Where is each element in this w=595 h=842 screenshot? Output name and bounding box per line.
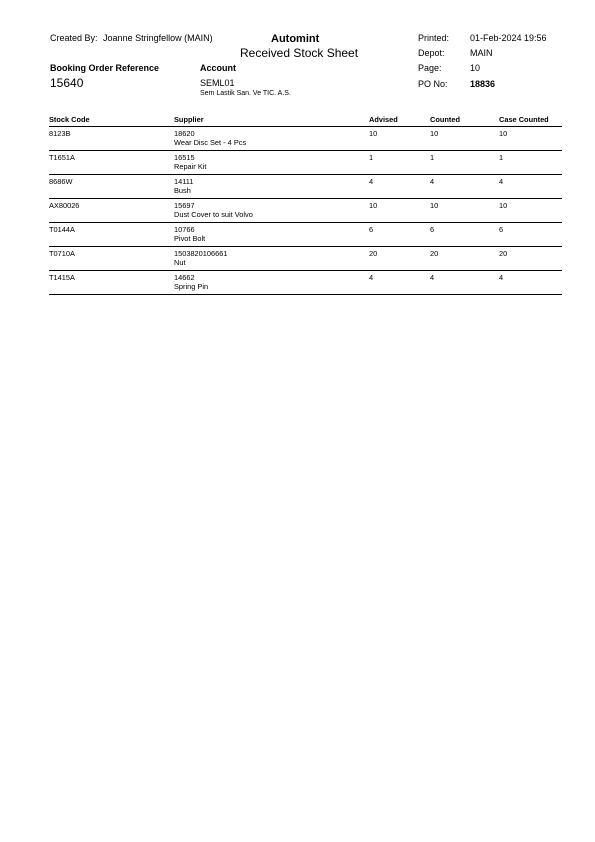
cell-stock-code: T0710A [49, 247, 174, 271]
supplier-code: 15697 [174, 201, 195, 210]
cell-case-counted: 4 [499, 175, 562, 199]
cell-supplier [174, 175, 369, 199]
cell-counted: 4 [430, 175, 499, 199]
col-header-supplier: Supplier [174, 114, 369, 127]
cell-case-counted: 1 [499, 151, 562, 175]
supplier-code: 16515 [174, 153, 195, 162]
table-row [49, 127, 562, 151]
printed-label: Printed: [418, 33, 450, 43]
cell-stock-code: T1415A [49, 271, 174, 295]
account-label: Account [200, 63, 236, 73]
cell-stock-code: T1651A [49, 151, 174, 175]
cell-stock-code: AX80026 [49, 199, 174, 223]
item-description: Spring Pin [174, 281, 209, 291]
po-value: 18836 [470, 79, 496, 89]
table-row [49, 199, 562, 223]
page-value: 10 [470, 63, 481, 73]
created-by [50, 33, 213, 43]
cell-supplier [174, 127, 369, 151]
item-description: Nut [174, 257, 186, 267]
cell-stock-code: 8123B [49, 127, 174, 151]
table-row [49, 247, 562, 271]
cell-advised: 4 [369, 271, 430, 295]
created-by-label: Created By: [50, 33, 98, 43]
table-row [49, 151, 562, 175]
cell-advised: 20 [369, 247, 430, 271]
cell-advised: 10 [369, 199, 430, 223]
cell-supplier [174, 271, 369, 295]
supplier-code: 14662 [174, 273, 195, 282]
cell-counted: 10 [430, 199, 499, 223]
table-header-row [49, 114, 562, 127]
cell-advised: 4 [369, 175, 430, 199]
depot-value: MAIN [470, 48, 493, 58]
supplier-code: 1503820106661 [174, 249, 228, 258]
cell-advised: 1 [369, 151, 430, 175]
table-row [49, 271, 562, 295]
sheet-title: Received Stock Sheet [240, 46, 359, 60]
account-code: SEML01 [200, 78, 235, 88]
item-description: Bush [174, 185, 191, 195]
cell-supplier [174, 151, 369, 175]
col-header-case-counted: Case Counted [499, 114, 562, 127]
cell-supplier [174, 247, 369, 271]
cell-counted: 4 [430, 271, 499, 295]
cell-case-counted: 20 [499, 247, 562, 271]
booking-ref-value: 15640 [50, 76, 84, 90]
depot-label: Depot: [418, 48, 445, 58]
cell-counted: 10 [430, 127, 499, 151]
item-description: Pivot Bolt [174, 233, 206, 243]
item-description: Wear Disc Set - 4 Pcs [174, 137, 247, 147]
page-label: Page: [418, 63, 442, 73]
cell-supplier [174, 199, 369, 223]
item-description: Dust Cover to suit Volvo [174, 209, 253, 219]
company-name: Automint [271, 33, 320, 45]
cell-supplier [174, 223, 369, 247]
cell-case-counted: 10 [499, 127, 562, 151]
cell-stock-code: 8686W [49, 175, 174, 199]
stock-table [49, 114, 562, 295]
cell-case-counted: 6 [499, 223, 562, 247]
cell-counted: 6 [430, 223, 499, 247]
table-row [49, 175, 562, 199]
col-header-advised: Advised [369, 114, 430, 127]
cell-case-counted: 4 [499, 271, 562, 295]
cell-counted: 20 [430, 247, 499, 271]
booking-ref-label: Booking Order Reference [50, 63, 160, 73]
cell-advised: 6 [369, 223, 430, 247]
supplier-code: 10766 [174, 225, 195, 234]
col-header-stock-code: Stock Code [49, 114, 174, 127]
table-row [49, 223, 562, 247]
col-header-counted: Counted [430, 114, 499, 127]
cell-stock-code: T0144A [49, 223, 174, 247]
po-label: PO No: [418, 79, 448, 89]
account-name: Sem Lastik San. Ve TIC. A.S. [200, 90, 291, 97]
created-by-value: Joanne Stringfellow (MAIN) [103, 33, 213, 43]
cell-case-counted: 10 [499, 199, 562, 223]
supplier-code: 18620 [174, 129, 195, 138]
cell-advised: 10 [369, 127, 430, 151]
supplier-code: 14111 [174, 177, 194, 186]
printed-value: 01-Feb-2024 19:56 [470, 33, 547, 43]
item-description: Repair Kit [174, 161, 207, 171]
cell-counted: 1 [430, 151, 499, 175]
